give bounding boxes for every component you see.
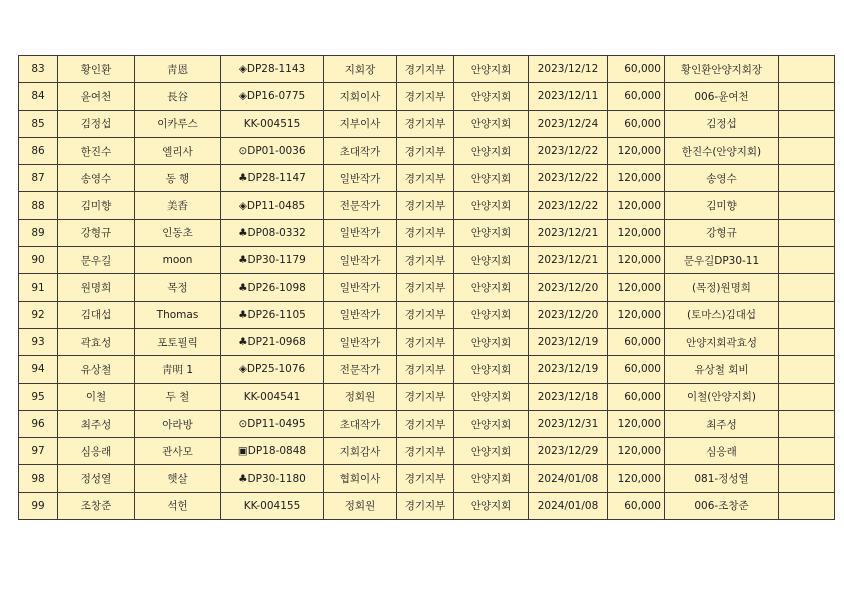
row-number-cell: 92 — [19, 301, 58, 328]
depositor-cell: 최주성 — [665, 410, 779, 437]
branch-cell: 경기지부 — [397, 56, 454, 83]
name-cell: 김미향 — [58, 192, 135, 219]
amount-cell: 120,000 — [608, 410, 665, 437]
amount-cell: 120,000 — [608, 465, 665, 492]
amount-cell: 60,000 — [608, 83, 665, 110]
name-cell: 심응래 — [58, 438, 135, 465]
table-row — [19, 301, 835, 328]
row-number-cell: 86 — [19, 137, 58, 164]
alias-cell: Thomas — [135, 301, 221, 328]
member-id-cell: ♣DP21-0968 — [221, 328, 324, 355]
date-cell: 2024/01/08 — [529, 465, 608, 492]
chapter-cell: 안양지회 — [454, 465, 529, 492]
table-body — [19, 56, 835, 520]
branch-cell: 경기지부 — [397, 492, 454, 519]
amount-cell: 60,000 — [608, 383, 665, 410]
amount-cell: 120,000 — [608, 274, 665, 301]
alias-cell: 포토필릭 — [135, 328, 221, 355]
position-cell: 일반작가 — [324, 328, 397, 355]
note-cell — [779, 328, 835, 355]
position-cell: 일반작가 — [324, 165, 397, 192]
position-cell: 초대작가 — [324, 137, 397, 164]
member-id-cell: ♣DP08-0332 — [221, 219, 324, 246]
alias-cell: 석헌 — [135, 492, 221, 519]
depositor-cell: 강형규 — [665, 219, 779, 246]
chapter-cell: 안양지회 — [454, 165, 529, 192]
alias-cell: 이카루스 — [135, 110, 221, 137]
position-cell: 초대작가 — [324, 410, 397, 437]
member-id-cell: ♣DP28-1147 — [221, 165, 324, 192]
note-cell — [779, 219, 835, 246]
depositor-cell: 김미향 — [665, 192, 779, 219]
branch-cell: 경기지부 — [397, 274, 454, 301]
name-cell: 윤여천 — [58, 83, 135, 110]
chapter-cell: 안양지회 — [454, 492, 529, 519]
note-cell — [779, 356, 835, 383]
branch-cell: 경기지부 — [397, 83, 454, 110]
branch-cell: 경기지부 — [397, 328, 454, 355]
position-cell: 지회감사 — [324, 438, 397, 465]
name-cell: 강형규 — [58, 219, 135, 246]
depositor-cell: 유상철 회비 — [665, 356, 779, 383]
date-cell: 2023/12/22 — [529, 137, 608, 164]
row-number-cell: 84 — [19, 83, 58, 110]
row-number-cell: 95 — [19, 383, 58, 410]
date-cell: 2023/12/20 — [529, 301, 608, 328]
amount-cell: 120,000 — [608, 301, 665, 328]
name-cell: 원명희 — [58, 274, 135, 301]
note-cell — [779, 165, 835, 192]
depositor-cell: 이철(안양지회) — [665, 383, 779, 410]
amount-cell: 120,000 — [608, 165, 665, 192]
depositor-cell: 006-조창준 — [665, 492, 779, 519]
member-id-cell: ◈DP16-0775 — [221, 83, 324, 110]
chapter-cell: 안양지회 — [454, 438, 529, 465]
position-cell: 정회원 — [324, 383, 397, 410]
alias-cell: 두 철 — [135, 383, 221, 410]
date-cell: 2023/12/19 — [529, 356, 608, 383]
note-cell — [779, 410, 835, 437]
amount-cell: 120,000 — [608, 192, 665, 219]
chapter-cell: 안양지회 — [454, 328, 529, 355]
position-cell: 일반작가 — [324, 219, 397, 246]
table-row — [19, 465, 835, 492]
alias-cell: 長谷 — [135, 83, 221, 110]
chapter-cell: 안양지회 — [454, 137, 529, 164]
name-cell: 이철 — [58, 383, 135, 410]
note-cell — [779, 492, 835, 519]
name-cell: 송영수 — [58, 165, 135, 192]
date-cell: 2024/01/08 — [529, 492, 608, 519]
table-row — [19, 83, 835, 110]
row-number-cell: 96 — [19, 410, 58, 437]
name-cell: 김정섭 — [58, 110, 135, 137]
table-row — [19, 492, 835, 519]
member-id-cell: ⊙DP11-0495 — [221, 410, 324, 437]
row-number-cell: 99 — [19, 492, 58, 519]
note-cell — [779, 192, 835, 219]
depositor-cell: 송영수 — [665, 165, 779, 192]
alias-cell: 靑明 1 — [135, 356, 221, 383]
date-cell: 2023/12/18 — [529, 383, 608, 410]
depositor-cell: 문우길DP30-11 — [665, 247, 779, 274]
depositor-cell: 081-정성열 — [665, 465, 779, 492]
alias-cell: 목정 — [135, 274, 221, 301]
branch-cell: 경기지부 — [397, 165, 454, 192]
alias-cell: 엘리사 — [135, 137, 221, 164]
branch-cell: 경기지부 — [397, 465, 454, 492]
depositor-cell: (토마스)김대섭 — [665, 301, 779, 328]
note-cell — [779, 56, 835, 83]
position-cell: 일반작가 — [324, 274, 397, 301]
name-cell: 한진수 — [58, 137, 135, 164]
alias-cell: 햇살 — [135, 465, 221, 492]
depositor-cell: (목정)원명희 — [665, 274, 779, 301]
alias-cell: 靑恩 — [135, 56, 221, 83]
member-id-cell: KK-004541 — [221, 383, 324, 410]
chapter-cell: 안양지회 — [454, 192, 529, 219]
position-cell: 일반작가 — [324, 247, 397, 274]
depositor-cell: 안양지회곽효성 — [665, 328, 779, 355]
row-number-cell: 83 — [19, 56, 58, 83]
chapter-cell: 안양지회 — [454, 56, 529, 83]
table-row — [19, 274, 835, 301]
table-row — [19, 137, 835, 164]
member-id-cell: KK-004155 — [221, 492, 324, 519]
member-id-cell: KK-004515 — [221, 110, 324, 137]
branch-cell: 경기지부 — [397, 110, 454, 137]
member-id-cell: ⊙DP01-0036 — [221, 137, 324, 164]
note-cell — [779, 274, 835, 301]
depositor-cell: 심응래 — [665, 438, 779, 465]
depositor-cell: 김정섭 — [665, 110, 779, 137]
date-cell: 2023/12/12 — [529, 56, 608, 83]
date-cell: 2023/12/24 — [529, 110, 608, 137]
table-row — [19, 383, 835, 410]
branch-cell: 경기지부 — [397, 137, 454, 164]
depositor-cell: 006-윤여천 — [665, 83, 779, 110]
table-row — [19, 165, 835, 192]
amount-cell: 60,000 — [608, 110, 665, 137]
date-cell: 2023/12/20 — [529, 274, 608, 301]
member-id-cell: ▣DP18-0848 — [221, 438, 324, 465]
name-cell: 곽효성 — [58, 328, 135, 355]
amount-cell: 60,000 — [608, 356, 665, 383]
row-number-cell: 97 — [19, 438, 58, 465]
member-id-cell: ◈DP11-0485 — [221, 192, 324, 219]
position-cell: 전문작가 — [324, 356, 397, 383]
branch-cell: 경기지부 — [397, 247, 454, 274]
alias-cell: 美香 — [135, 192, 221, 219]
member-id-cell: ♣DP26-1098 — [221, 274, 324, 301]
name-cell: 황인환 — [58, 56, 135, 83]
table-row — [19, 328, 835, 355]
position-cell: 정회원 — [324, 492, 397, 519]
date-cell: 2023/12/21 — [529, 247, 608, 274]
position-cell: 지회이사 — [324, 83, 397, 110]
table-row — [19, 247, 835, 274]
branch-cell: 경기지부 — [397, 301, 454, 328]
row-number-cell: 91 — [19, 274, 58, 301]
table-row — [19, 192, 835, 219]
member-id-cell: ♣DP30-1180 — [221, 465, 324, 492]
row-number-cell: 94 — [19, 356, 58, 383]
position-cell: 지부이사 — [324, 110, 397, 137]
date-cell: 2023/12/31 — [529, 410, 608, 437]
member-id-cell: ◈DP25-1076 — [221, 356, 324, 383]
alias-cell: 인동초 — [135, 219, 221, 246]
table-row — [19, 438, 835, 465]
position-cell: 협회이사 — [324, 465, 397, 492]
branch-cell: 경기지부 — [397, 219, 454, 246]
chapter-cell: 안양지회 — [454, 110, 529, 137]
row-number-cell: 88 — [19, 192, 58, 219]
table-row — [19, 56, 835, 83]
branch-cell: 경기지부 — [397, 438, 454, 465]
member-id-cell: ♣DP30-1179 — [221, 247, 324, 274]
date-cell: 2023/12/11 — [529, 83, 608, 110]
table-row — [19, 110, 835, 137]
chapter-cell: 안양지회 — [454, 219, 529, 246]
row-number-cell: 87 — [19, 165, 58, 192]
chapter-cell: 안양지회 — [454, 247, 529, 274]
branch-cell: 경기지부 — [397, 383, 454, 410]
amount-cell: 60,000 — [608, 56, 665, 83]
chapter-cell: 안양지회 — [454, 383, 529, 410]
date-cell: 2023/12/29 — [529, 438, 608, 465]
row-number-cell: 90 — [19, 247, 58, 274]
table-row — [19, 410, 835, 437]
date-cell: 2023/12/21 — [529, 219, 608, 246]
position-cell: 전문작가 — [324, 192, 397, 219]
depositor-cell: 황인환안양지회장 — [665, 56, 779, 83]
note-cell — [779, 438, 835, 465]
name-cell: 조창준 — [58, 492, 135, 519]
name-cell: 최주성 — [58, 410, 135, 437]
member-id-cell: ◈DP28-1143 — [221, 56, 324, 83]
row-number-cell: 93 — [19, 328, 58, 355]
alias-cell: 관사모 — [135, 438, 221, 465]
amount-cell: 120,000 — [608, 247, 665, 274]
chapter-cell: 안양지회 — [454, 356, 529, 383]
name-cell: 문우길 — [58, 247, 135, 274]
chapter-cell: 안양지회 — [454, 274, 529, 301]
amount-cell: 120,000 — [608, 438, 665, 465]
row-number-cell: 85 — [19, 110, 58, 137]
chapter-cell: 안양지회 — [454, 83, 529, 110]
member-fee-table — [18, 55, 835, 520]
member-id-cell: ♣DP26-1105 — [221, 301, 324, 328]
position-cell: 일반작가 — [324, 301, 397, 328]
branch-cell: 경기지부 — [397, 192, 454, 219]
date-cell: 2023/12/19 — [529, 328, 608, 355]
amount-cell: 60,000 — [608, 492, 665, 519]
note-cell — [779, 465, 835, 492]
date-cell: 2023/12/22 — [529, 192, 608, 219]
alias-cell: 아라방 — [135, 410, 221, 437]
name-cell: 정성열 — [58, 465, 135, 492]
alias-cell: moon — [135, 247, 221, 274]
row-number-cell: 89 — [19, 219, 58, 246]
row-number-cell: 98 — [19, 465, 58, 492]
note-cell — [779, 83, 835, 110]
date-cell: 2023/12/22 — [529, 165, 608, 192]
table-row — [19, 219, 835, 246]
chapter-cell: 안양지회 — [454, 301, 529, 328]
amount-cell: 60,000 — [608, 328, 665, 355]
name-cell: 김대섭 — [58, 301, 135, 328]
note-cell — [779, 383, 835, 410]
alias-cell: 동 행 — [135, 165, 221, 192]
depositor-cell: 한진수(안양지회) — [665, 137, 779, 164]
note-cell — [779, 137, 835, 164]
note-cell — [779, 110, 835, 137]
amount-cell: 120,000 — [608, 137, 665, 164]
table-row — [19, 356, 835, 383]
branch-cell: 경기지부 — [397, 356, 454, 383]
note-cell — [779, 301, 835, 328]
name-cell: 유상철 — [58, 356, 135, 383]
note-cell — [779, 247, 835, 274]
position-cell: 지회장 — [324, 56, 397, 83]
amount-cell: 120,000 — [608, 219, 665, 246]
branch-cell: 경기지부 — [397, 410, 454, 437]
chapter-cell: 안양지회 — [454, 410, 529, 437]
